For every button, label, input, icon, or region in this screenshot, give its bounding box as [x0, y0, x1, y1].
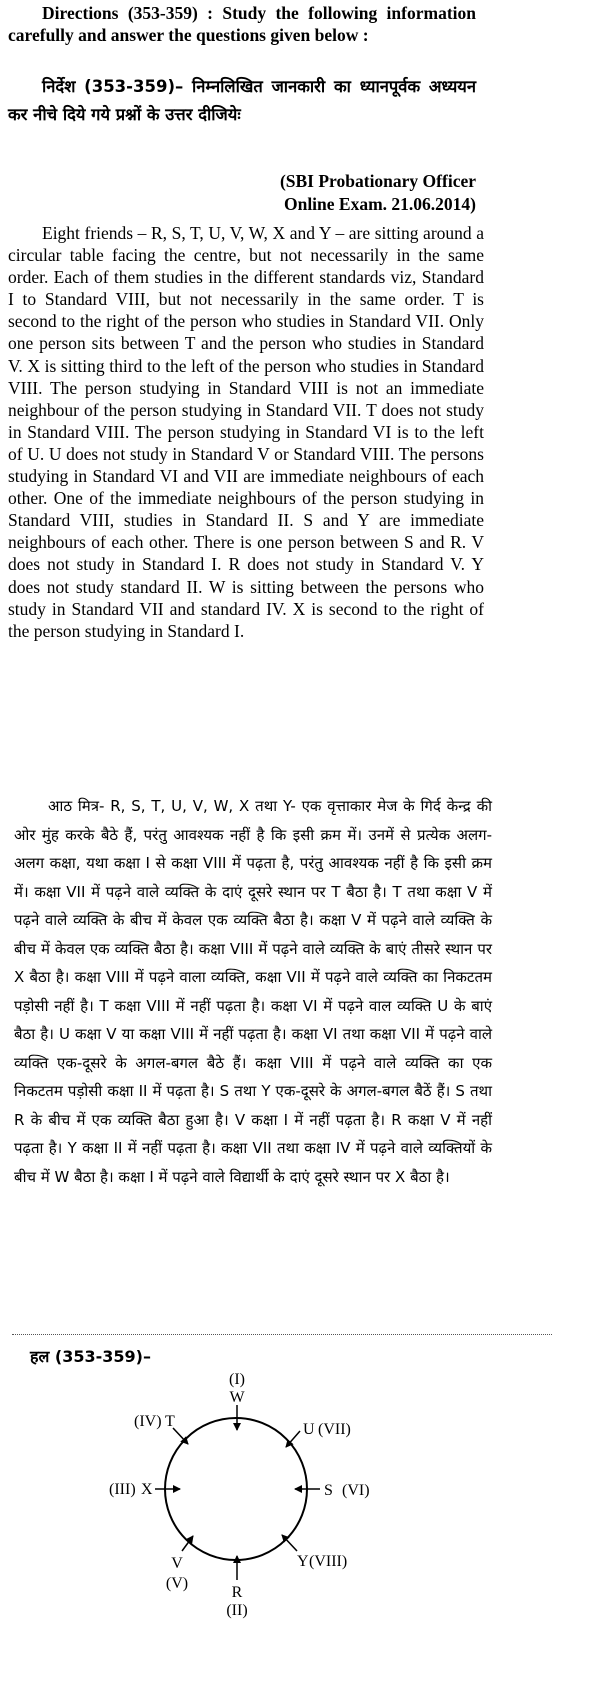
seat-u-standard: (VII) [318, 1421, 351, 1438]
seat-w-standard: (I) [229, 1371, 245, 1388]
seat-v-standard: (V) [165, 1575, 189, 1592]
seat-t-standard: (IV) [134, 1413, 162, 1430]
directions-hindi: निर्देश (353-359)– निम्नलिखित जानकारी का ध्यानपूर्वक अध्ययन कर नीचे दिये गये प्रश्नों के उत्तर दीजियेः [8, 77, 476, 124]
exam-source-line-1: (SBI Probationary Officer [279, 171, 476, 191]
section-divider [12, 1334, 552, 1335]
seat-arrow-t [173, 1428, 188, 1444]
solution-label: हल (353-359)– [30, 1347, 151, 1366]
passage-english: Eight friends – R, S, T, U, V, W, X and Y – are sitting around a circular table facing the centre, but not necessarily in the same order. Each of them studies in the different standards viz, Standard I to Standard VIII, but not necessarily in the same order. T is second to the right of the person who studies in Standard VII. Only one person sits between T and the person who studies in Standard V. X is sitting third to the left of the person who studies in Standard VIII. The person studying in Standard VIII is not an immediate neighbour of the person studying in Standard VII. T does not study in Standard VIII. The person studying in Standard VI is to the left of U. U does not study in Standard V or Standard VIII. The persons studying in Standard VI and VII are immediate neighbours of each other. One of the immediate neighbours of the person studying in Standard VIII, studies in Standard II. S and Y are immediate neighbours of each other. There is one person between S and R. V does not study in Standard I. R does not study in Standard V. Y does not study standard II. W is sitting between the persons who study in Standard VII and standard IV. X is second to the right of the person studying in Standard I. [8, 223, 484, 641]
seat-y-standard: (VIII) [309, 1553, 348, 1570]
passage-hindi: आठ मित्र- R, S, T, U, V, W, X तथा Y- एक वृत्ताकार मेज के गिर्द केन्द्र की ओर मुंह करके बैठे हैं, परंतु आवश्यक नहीं है कि इसी क्रम में। उनमें से प्रत्येक अलग-अलग कक्षा, यथा कक्षा I से कक्षा VIII में पढ़ता है, परंतु आवश्यक नहीं है कि इसी क्रम में। कक्षा VII में पढ़ने वाले व्यक्ति के दाएं दूसरे स्थान पर T बैठा है। T तथा कक्षा V में पढ़ने वाले व्यक्ति के बीच में केवल एक व्यक्ति बैठा है। कक्षा V में पढ़ने वाले व्यक्ति के बीच में केवल एक व्यक्ति बैठा है। कक्षा VIII में पढ़ने वाले व्यक्ति के बाएं तीसरे स्थान पर X बैठा है। कक्षा VIII में पढ़ने वाला व्यक्ति, कक्षा VII में पढ़ने वाले व्यक्ति का निकटतम पड़ोसी नहीं है। T कक्षा VIII में नहीं पढ़ता है। कक्षा VI में पढ़ने वाल व्यक्ति U के बाएं बैठा है। U कक्षा V या कक्षा VIII में नहीं पढ़ता है। कक्षा VI तथा कक्षा VII में पढ़ने वाले व्यक्ति एक-दूसरे के अगल-बगल बैठे हैं। कक्षा VIII में पढ़ने वाले व्यक्ति का एक निकटतम पड़ोसी कक्षा II में पढ़ता है। S तथा Y एक-दूसरे के अगल-बगल बैठें हैं। S तथा R के बीच में एक व्यक्ति बैठा हुआ है। V कक्षा I में नहीं पढ़ता है। R कक्षा V में नहीं पढ़ता है। Y कक्षा II में नहीं पढ़ता है। कक्षा VII तथा कक्षा IV में पढ़ने वाले व्यक्तियों के बीच में W बैठा है। कक्षा I में पढ़ने वाले विद्यार्थी के दाएं दूसरे स्थान पर X बैठा है। [14, 797, 492, 1186]
seat-w-name: W [229, 1389, 245, 1406]
exam-source [176, 170, 476, 216]
seat-r-name: R [231, 1584, 243, 1601]
seat-arrow-u [286, 1431, 300, 1447]
seat-v-name: V [171, 1555, 183, 1572]
seat-s-standard: (VI) [342, 1482, 370, 1499]
seat-x-name: X [141, 1481, 153, 1498]
seat-t-name: T [165, 1413, 175, 1430]
exam-source-line-2: Online Exam. 21.06.2014) [283, 194, 476, 214]
directions-english: Directions (353-359) : Study the following information carefully and answer the questions given below : [8, 3, 476, 45]
seating-diagram [0, 1370, 591, 1700]
seat-u-name: U [303, 1421, 315, 1438]
seat-arrow-y [282, 1535, 297, 1551]
seat-x-standard: (III) [109, 1481, 136, 1498]
seat-s-name: S [324, 1482, 333, 1499]
seat-r-standard: (II) [226, 1602, 248, 1619]
seat-y-name: Y [297, 1553, 309, 1570]
